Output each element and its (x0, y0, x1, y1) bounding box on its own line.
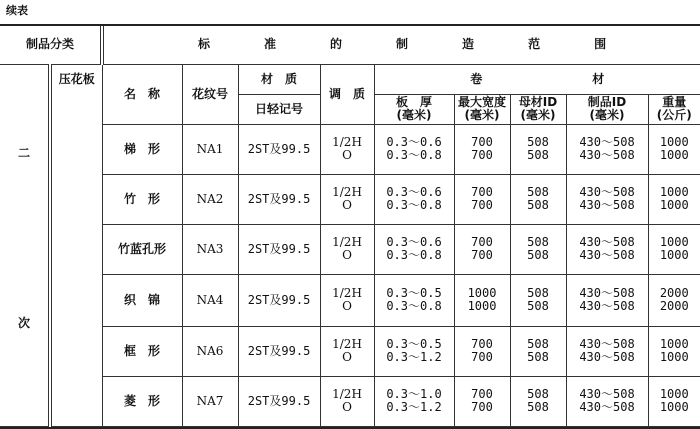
pattern-header: 花纹号 (182, 64, 238, 124)
material-header: 材 质 (238, 64, 320, 94)
temper-value: 1/2H (332, 286, 362, 300)
table-row (0, 326, 700, 376)
product-id-header (566, 94, 648, 124)
max-width-value: 1000 (467, 286, 497, 300)
page-title: 续表 (6, 4, 28, 17)
row-mother-id (510, 274, 566, 326)
product-id-value: 430～508 (579, 148, 635, 162)
row-weight (648, 224, 700, 274)
row-product-id (566, 326, 648, 376)
product-id-value: 430～508 (579, 235, 635, 249)
row-max-width (454, 224, 510, 274)
type-label: 压花板 (58, 71, 95, 86)
row-name: 梯 形 (102, 124, 182, 174)
row-weight (648, 174, 700, 224)
row-pattern: NA4 (182, 274, 238, 326)
row-temper (320, 224, 374, 274)
material-subheader: 日轻记号 (238, 94, 320, 124)
mother-id-value: 508 (527, 235, 549, 249)
row-temper (320, 376, 374, 426)
scope-header-char: 的 (330, 37, 343, 52)
row-weight (648, 376, 700, 426)
mother-id-value: 508 (527, 286, 549, 300)
temper-header: 调 质 (320, 64, 374, 124)
coil-header-char: 材 (592, 71, 605, 86)
row-mother-id (510, 224, 566, 274)
row-mother-id (510, 376, 566, 426)
thickness-value: 0.3～0.5 (386, 337, 442, 351)
max-width-value: 700 (471, 337, 493, 351)
row-mother-id (510, 174, 566, 224)
scope-header-char: 标 (197, 37, 210, 52)
mother-id-value: 508 (527, 148, 549, 162)
max-width-value: 700 (471, 400, 493, 414)
row-material: 2ST及99.5 (238, 326, 320, 376)
mother-id-value: 508 (527, 198, 549, 212)
thickness-value: 0.3～1.2 (386, 350, 442, 364)
row-thickness (374, 174, 454, 224)
thickness-value: 0.3～0.6 (386, 235, 442, 249)
scope-header-char: 制 (396, 37, 409, 52)
max-width-value: 700 (471, 235, 493, 249)
max-width-value: 700 (471, 350, 493, 364)
spec-table-container (0, 24, 700, 429)
table-row (0, 274, 700, 326)
product-id-value: 430～508 (579, 198, 635, 212)
product-id-value: 430～508 (579, 387, 635, 401)
thickness-value: 0.3～0.8 (386, 299, 442, 313)
mother-id-value: 508 (527, 135, 549, 149)
weight-value: 1000 (659, 350, 689, 364)
table-row (0, 124, 700, 174)
weight-label: 重量 (662, 95, 687, 109)
product-id-value: 430～508 (579, 350, 635, 364)
temper-value: O (342, 350, 352, 364)
row-weight (648, 326, 700, 376)
temper-value: 1/2H (332, 135, 362, 149)
weight-value: 1000 (659, 235, 689, 249)
product-id-value: 430～508 (579, 185, 635, 199)
category-label-bottom: 次 (17, 316, 30, 330)
type-col (50, 64, 102, 426)
scope-header-char: 造 (462, 37, 475, 52)
row-product-id (566, 174, 648, 224)
temper-value: 1/2H (332, 185, 362, 199)
row-pattern: NA6 (182, 326, 238, 376)
weight-value: 1000 (659, 198, 689, 212)
mother-id-value: 508 (527, 337, 549, 351)
thickness-value: 0.3～0.8 (386, 148, 442, 162)
category-header: 制品分类 (0, 26, 102, 64)
row-temper (320, 174, 374, 224)
product-id-unit: (毫米) (589, 108, 625, 122)
product-id-value: 430～508 (579, 135, 635, 149)
weight-value: 1000 (659, 400, 689, 414)
row-max-width (454, 326, 510, 376)
row-product-id (566, 274, 648, 326)
thickness-value: 0.3～1.0 (386, 387, 442, 401)
row-thickness (374, 274, 454, 326)
row-material: 2ST及99.5 (238, 376, 320, 426)
table-row (0, 224, 700, 274)
weight-value: 1000 (659, 135, 689, 149)
row-name: 竹蓝孔形 (102, 224, 182, 274)
temper-value: O (342, 148, 352, 162)
row-mother-id (510, 124, 566, 174)
thickness-value: 0.3～0.6 (386, 185, 442, 199)
row-max-width (454, 274, 510, 326)
max-width-value: 700 (471, 185, 493, 199)
row-product-id (566, 224, 648, 274)
row-thickness (374, 224, 454, 274)
thickness-value: 0.3～1.2 (386, 400, 442, 414)
row-pattern: NA1 (182, 124, 238, 174)
name-header: 名 称 (102, 64, 182, 124)
weight-value: 1000 (659, 387, 689, 401)
mother-id-value: 508 (527, 299, 549, 313)
max-width-value: 700 (471, 387, 493, 401)
row-name: 竹 形 (102, 174, 182, 224)
row-temper (320, 326, 374, 376)
row-max-width (454, 376, 510, 426)
weight-value: 2000 (659, 286, 689, 300)
weight-value: 1000 (659, 337, 689, 351)
max-width-value: 700 (471, 248, 493, 262)
row-name: 框 形 (102, 326, 182, 376)
row-product-id (566, 124, 648, 174)
mother-id-unit: (毫米) (520, 108, 556, 122)
thickness-header (374, 94, 454, 124)
thickness-value: 0.3～0.6 (386, 135, 442, 149)
coil-header-char: 卷 (470, 71, 483, 86)
max-width-value: 700 (471, 148, 493, 162)
thickness-unit: (毫米) (396, 108, 432, 122)
product-id-value: 430～508 (579, 248, 635, 262)
thickness-label: 板 厚 (396, 95, 433, 109)
row-material: 2ST及99.5 (238, 274, 320, 326)
thickness-value: 0.3～0.8 (386, 248, 442, 262)
row-material: 2ST及99.5 (238, 174, 320, 224)
weight-value: 1000 (659, 248, 689, 262)
row-material: 2ST及99.5 (238, 124, 320, 174)
mother-id-value: 508 (527, 350, 549, 364)
mother-id-label: 母材ID (518, 95, 558, 109)
weight-value: 1000 (659, 185, 689, 199)
row-name: 菱 形 (102, 376, 182, 426)
temper-value: O (342, 248, 352, 262)
row-product-id (566, 376, 648, 426)
product-id-value: 430～508 (579, 337, 635, 351)
row-max-width (454, 124, 510, 174)
weight-value: 2000 (659, 299, 689, 313)
max-width-header (454, 94, 510, 124)
row-weight (648, 124, 700, 174)
mother-id-value: 508 (527, 185, 549, 199)
weight-value: 1000 (659, 148, 689, 162)
mother-id-value: 508 (527, 400, 549, 414)
row-thickness (374, 326, 454, 376)
row-name: 织 锦 (102, 274, 182, 326)
product-id-value: 430～508 (579, 286, 635, 300)
scope-header (102, 26, 700, 64)
product-id-value: 430～508 (579, 299, 635, 313)
row-thickness (374, 376, 454, 426)
row-pattern: NA2 (182, 174, 238, 224)
weight-unit: (公斤) (656, 108, 692, 122)
temper-value: O (342, 198, 352, 212)
mother-id-header (510, 94, 566, 124)
max-width-value: 700 (471, 135, 493, 149)
temper-value: O (342, 299, 352, 313)
category-label-top: 二 (17, 146, 30, 160)
product-id-value: 430～508 (579, 400, 635, 414)
scope-header-char: 范 (528, 37, 541, 52)
max-width-value: 1000 (467, 299, 497, 313)
row-temper (320, 124, 374, 174)
weight-header (648, 94, 700, 124)
thickness-value: 0.3～0.8 (386, 198, 442, 212)
row-thickness (374, 124, 454, 174)
spec-table (0, 26, 700, 427)
temper-value: 1/2H (332, 235, 362, 249)
category-col (0, 64, 50, 426)
row-temper (320, 274, 374, 326)
table-row (0, 376, 700, 426)
row-pattern: NA3 (182, 224, 238, 274)
scope-header-char: 准 (264, 37, 277, 52)
max-width-unit: (毫米) (464, 108, 500, 122)
mother-id-value: 508 (527, 248, 549, 262)
thickness-value: 0.3～0.5 (386, 286, 442, 300)
temper-value: 1/2H (332, 337, 362, 351)
row-material: 2ST及99.5 (238, 224, 320, 274)
temper-value: O (342, 400, 352, 414)
max-width-label: 最大宽度 (458, 95, 507, 109)
coil-header (374, 64, 700, 94)
row-pattern: NA7 (182, 376, 238, 426)
table-row (0, 174, 700, 224)
max-width-value: 700 (471, 198, 493, 212)
temper-value: 1/2H (332, 387, 362, 401)
product-id-label: 制品ID (587, 95, 627, 109)
mother-id-value: 508 (527, 387, 549, 401)
scope-header-char: 围 (594, 37, 607, 52)
row-max-width (454, 174, 510, 224)
row-weight (648, 274, 700, 326)
row-mother-id (510, 326, 566, 376)
